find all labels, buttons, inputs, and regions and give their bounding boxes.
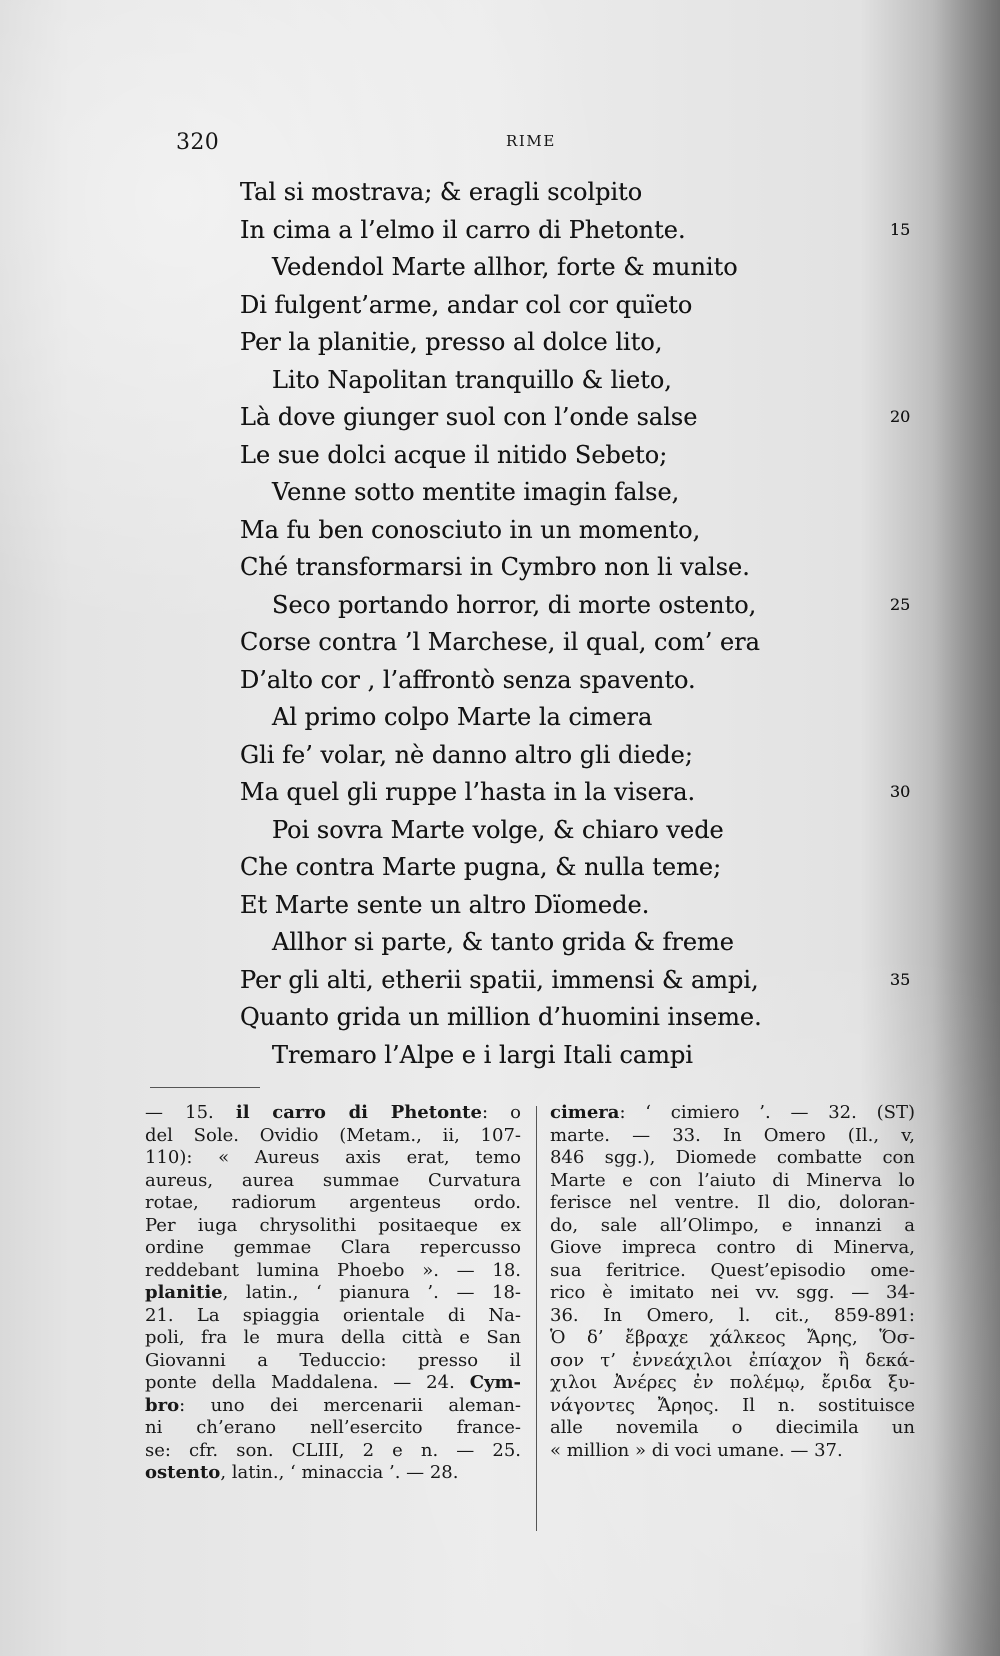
footnote-text: 110): « Aureus axis erat, temo [145,1147,521,1168]
poem-line-text: Corse contra ’l Marchese, il qual, com’ era [240,628,760,656]
footnote-line [550,1215,915,1238]
footnote-lemma: il carro di Phetonte [235,1102,482,1123]
poem-line-text: Ma quel gli ruppe l’hasta in la visera. [240,778,696,806]
footnote-text: poli, fra le mura della città e San [145,1327,521,1348]
footnote-line [550,1305,915,1328]
poem-line [240,549,930,587]
footnote-text: rotae, radiorum argenteus ordo. [145,1192,521,1213]
footnote-line [145,1327,521,1350]
poem-line [240,249,930,287]
poem-line [240,512,930,550]
footnote-text: ni ch’erano nell’esercito france- [145,1417,521,1438]
poem-line-text: Tremaro l’Alpe e i largi Itali campi [272,1040,694,1069]
footnote-text: reddebant lumina Phoebo ». — 18. [145,1259,521,1281]
footnote-text: χιλοι Ἀνέρες ἐν πολέμῳ, ἔριδα ξυ- [550,1372,915,1393]
poem-line-text: Vedendol Marte allhor, forte & munito [272,253,738,281]
poem-line-text: Per la planitie, presso al dolce lito, [240,328,663,356]
poem-line [240,849,930,887]
footnote-line [550,1282,915,1305]
poem-line-text: Venne sotto mentite imagin false, [272,478,680,506]
footnote-text: Marte e con l’aiuto di Minerva lo [550,1169,915,1191]
poem-line-text: Ché transformarsi in Cymbro non li valse. [240,553,750,581]
footnote-text: : uno dei mercenarii aleman- [179,1394,521,1416]
poem-line-text: Tal si mostrava; & eragli scolpito [240,178,643,206]
footnote-rule [150,1087,260,1088]
footnote-line [550,1395,915,1418]
footnote-lemma: ostento [145,1462,221,1483]
footnote-lemma: planitie [145,1282,223,1303]
poem-line [240,174,930,212]
footnote-text: Per iuga chrysolithi positaeque ex [145,1214,521,1236]
verse-number: 15 [890,219,911,239]
poem-line-text: Seco portando horror, di morte ostento, [272,590,757,619]
footnote-text: 846 sgg.), Diomede combatte con [550,1147,915,1168]
footnote-line [550,1260,915,1283]
footnote-line [550,1125,915,1148]
poem-line [240,587,930,625]
footnotes-right-column [550,1102,915,1462]
footnote-text: do, sale all’Olimpo, e innanzi a [550,1214,915,1236]
footnote-text: « million » di voci umane. — 37. [550,1439,843,1461]
footnote-text: — 15. [145,1102,236,1123]
footnote-text: , latin., ‘ pianura ’. — 18- [222,1282,521,1303]
poem-line [240,812,930,850]
footnote-lemma: Cym- [469,1372,521,1393]
footnote-line [145,1350,521,1373]
poem-line-text: Al primo colpo Marte la cimera [272,703,653,731]
poem-line [240,924,930,962]
page-number: 320 [176,130,220,155]
footnote-line [145,1102,521,1125]
poem-line [240,774,930,812]
footnote-line [145,1440,521,1463]
footnote-text: ponte della Maddalena. — 24. [145,1372,470,1393]
poem-line-text: In cima a l’elmo il carro di Phetonte. [240,215,686,244]
footnote-line [550,1350,915,1373]
poem-line-text: Per gli alti, etherii spatii, immensi & ampi, [240,965,759,994]
footnote-line [145,1215,521,1238]
poem-line-text: Poi sovra Marte volge, & chiaro vede [272,815,724,844]
footnote-line [145,1170,521,1193]
footnote-line [550,1440,915,1463]
footnote-line [145,1282,521,1305]
footnote-text: ordine gemmae Clara repercusso [145,1237,521,1258]
footnote-lemma: bro [145,1394,180,1416]
footnote-line [145,1260,521,1283]
footnote-line [550,1192,915,1215]
poem-line-text: Le sue dolci acque il nitido Sebeto; [240,440,668,469]
footnote-line [145,1237,521,1260]
footnotes [145,1102,915,1532]
footnote-text: rico è imitato nei vv. sgg. — 34- [550,1282,915,1303]
footnote-text: del Sole. Ovidio (Metam., ii, 107- [145,1124,521,1146]
footnote-line [145,1372,521,1395]
poem-line [240,474,930,512]
column-divider [536,1106,537,1531]
poem-line [240,887,930,925]
footnote-text: marte. — 33. In Omero (Il., v, [550,1124,915,1146]
verse-number: 25 [890,594,911,614]
footnote-line [145,1395,521,1418]
footnote-text: aureus, aurea summae Curvatura [145,1169,521,1191]
poem-text [240,174,930,1074]
footnote-line [550,1372,915,1395]
footnote-line [145,1125,521,1148]
poem-line-text: Ma fu ben conosciuto in un momento, [240,515,701,544]
footnote-text: se: cfr. son. CLIII, 2 e n. — 25. [145,1439,521,1461]
poem-line-text: D’alto cor , l’affrontò senza spavento. [240,665,696,694]
poem-line [240,737,930,775]
poem-line [240,624,930,662]
footnote-text: : o [481,1102,521,1123]
verse-number: 35 [890,969,911,989]
footnote-line [145,1417,521,1440]
footnote-text: ferisce nel ventre. Il dio, doloran- [550,1192,915,1213]
footnote-line [550,1327,915,1350]
footnote-text: 36. In Omero, l. cit., 859-891: [550,1304,915,1326]
poem-line-text: Gli fe’ volar, nè danno altro gli diede; [240,740,693,769]
poem-line [240,962,930,1000]
poem-line-text: Che contra Marte pugna, & nulla teme; [240,853,722,881]
poem-line [240,324,930,362]
footnote-line [145,1462,521,1485]
page-edge-shadow [932,0,1000,1656]
footnote-text: σον τ’ ἐννεάχιλοι ἐπίαχον ἢ δεκά- [550,1349,915,1371]
footnote-text: Ὁ δ’ ἔβραχε χάλκεος Ἄρης, Ὅσ- [550,1327,915,1348]
footnote-text: , latin., ‘ minaccia ’. — 28. [220,1462,459,1483]
poem-line-text: Di fulgent’arme, andar col cor quïeto [240,290,693,319]
footnote-text: 21. La spiaggia orientale di Na- [145,1304,521,1326]
footnote-text: sua feritrice. Quest’episodio ome- [550,1259,915,1281]
footnote-text: Giovanni a Teduccio: presso il [145,1349,521,1371]
footnote-line [550,1147,915,1170]
poem-line [240,287,930,325]
poem-line [240,212,930,250]
footnote-line [145,1147,521,1170]
running-head [0,130,1000,164]
poem-line [240,999,930,1037]
poem-line [240,699,930,737]
poem-line [240,362,930,400]
footnote-line [550,1102,915,1125]
running-title: RIME [506,132,556,150]
footnote-text: νάγοντες Ἄρηος. Il n. sostituisce [550,1394,915,1416]
poem-line-text: Et Marte sente un altro Dïomede. [240,890,650,919]
poem-line [240,662,930,700]
footnote-line [550,1237,915,1260]
poem-line [240,1037,930,1075]
poem-line-text: Quanto grida un million d’huomini inseme. [240,1003,762,1031]
poem-line-text: Allhor si parte, & tanto grida & freme [272,928,735,956]
footnote-line [145,1192,521,1215]
verse-number: 20 [890,407,911,426]
footnote-line [145,1305,521,1328]
footnote-text: Giove impreca contro di Minerva, [550,1237,915,1258]
footnote-text: alle novemila o diecimila un [550,1417,915,1438]
poem-line [240,437,930,475]
verse-number: 30 [890,782,911,801]
poem-line-text: Lito Napolitan tranquillo & lieto, [272,365,672,394]
footnote-lemma: cimera [550,1102,620,1123]
footnote-text: : ‘ cimiero ’. — 32. (ST) [619,1102,915,1123]
poem-line [240,399,930,437]
footnotes-left-column [145,1102,521,1485]
poem-line-text: Là dove giunger suol con l’onde salse [240,403,698,431]
footnote-line [550,1170,915,1193]
footnote-line [550,1417,915,1440]
